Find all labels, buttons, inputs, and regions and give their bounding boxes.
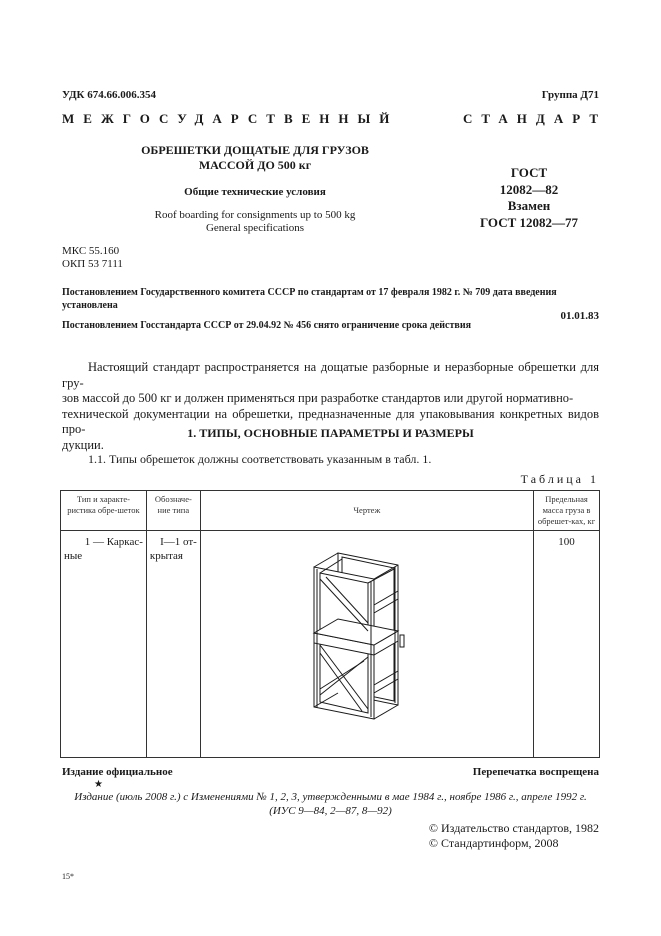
effective-date: 01.01.83 [560, 310, 599, 322]
resolution-line-1: Постановлением Государственного комитета СССР по стандартам от 17 февраля 1982 г. № 709 дата введения [62, 287, 557, 298]
gost-block [455, 165, 603, 231]
cell-type-line-2: ные [64, 550, 83, 562]
gost-label: ГОСТ [510, 165, 548, 180]
udk-code: УДК 674.66.006.354 [62, 89, 157, 101]
edition-note [62, 790, 599, 818]
title-line-2: МАССОЙ ДО 500 кг [198, 158, 312, 172]
copyright-block [429, 821, 599, 851]
group-code: Группа Д71 [541, 89, 599, 101]
table-row [61, 531, 600, 758]
gost-number: 12082—82 [499, 181, 559, 197]
cell-designation-line-1: I—1 от- [160, 536, 197, 548]
english-title-line-1: Roof boarding for consignments up to 500 kg [154, 209, 356, 221]
section-1-paragraph: 1.1. Типы обрешеток должны соответствовать указанным в табл. 1. [88, 452, 432, 466]
gost-replaces: ГОСТ 12082—77 [479, 214, 579, 230]
section-1-heading: 1. ТИПЫ, ОСНОВНЫЕ ПАРАМЕТРЫ И РАЗМЕРЫ [187, 426, 474, 440]
official-edition: Издание официальное [62, 766, 173, 778]
copyright-line-1: © Издательство стандартов, 1982 [428, 821, 599, 835]
cell-type-line-1: 1 — Каркас- [84, 536, 143, 548]
header-designation: Обозначе-ние типа [146, 491, 200, 531]
reprint-prohibited: Перепечатка воспрещена [472, 766, 599, 778]
english-title-line-2: General specifications [205, 222, 305, 234]
copyright-line-2: © Стандартинформ, 2008 [428, 836, 559, 850]
edition-note-line-1: Издание (июль 2008 г.) с Изменениями № 1, 2, 3, утвержденными в мае 1984 г., ноябре 1986 г., апреле 1992 г. [74, 791, 587, 803]
table-caption: Таблица 1 [520, 472, 599, 486]
types-table [60, 490, 600, 758]
cell-drawing [200, 531, 533, 758]
okp-code: ОКП 53 7111 [62, 258, 123, 270]
intro-line-4: дукции. [62, 437, 104, 452]
cell-designation-line-2: крытая [149, 550, 183, 562]
gost-replaces-label: Взамен [507, 198, 551, 213]
edition-note-line-2: (ИУС 9—84, 2—87, 8—92) [269, 805, 392, 817]
resolution-line-2: установлена [62, 300, 118, 311]
classification-codes [62, 245, 123, 271]
intro-line-3: технической документации на обрешетки, предназначенные для упаковывания конкретных видов про- [62, 406, 599, 436]
english-title [120, 209, 390, 235]
cell-mass: 100 [534, 531, 600, 758]
header-mass: Предельная масса груза в обрешет-ках, кг [534, 491, 600, 531]
document-title [120, 143, 390, 173]
intro-line-2: зов массой до 500 кг и должен применяться при разработке стандартов или другой нормативно- [62, 391, 574, 405]
star-mark: ★ [94, 779, 103, 790]
page-mark: 15* [62, 872, 74, 881]
intro-line-1: Настоящий стандарт распространяется на дощатые разборные и неразборные обрешетки для гру- [62, 360, 599, 390]
banner-standard: СТАНДАРТ [462, 111, 607, 126]
resolution-line-3: Постановлением Госстандарта СССР от 29.04.92 № 456 снято ограничение срока действия [62, 320, 471, 331]
banner-interstate: МЕЖГОСУДАРСТВЕННЫЙ [62, 111, 399, 126]
header-type: Тип и характе-ристика обре-шеток [61, 491, 147, 531]
title-line-1: ОБРЕШЕТКИ ДОЩАТЫЕ ДЛЯ ГРУЗОВ [141, 143, 369, 157]
cell-designation [146, 531, 200, 758]
resolution-text [62, 286, 602, 312]
cell-type [61, 531, 147, 758]
document-subtitle: Общие технические условия [184, 186, 326, 198]
mks-code: МКС 55.160 [62, 245, 120, 257]
crate-drawing [306, 545, 426, 725]
header-drawing: Чертеж [200, 491, 533, 531]
